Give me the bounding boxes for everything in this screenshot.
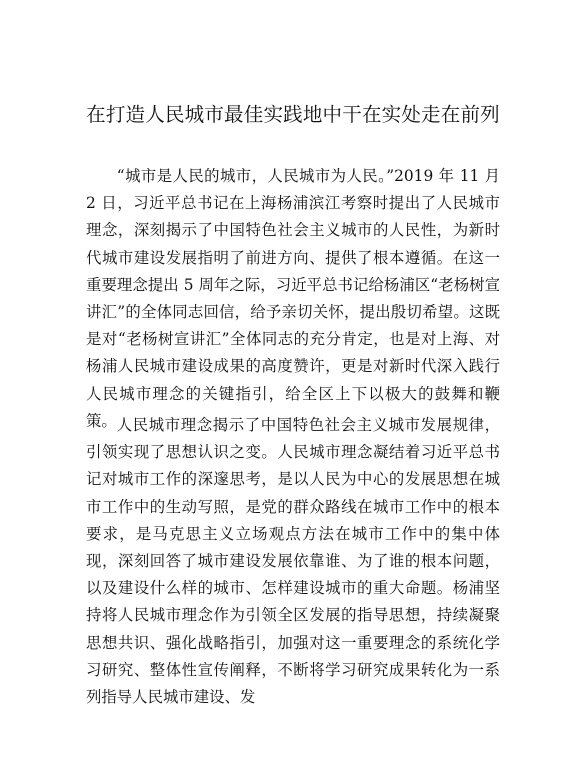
paragraph-1: “城市是人民的城市，人民城市为人民。”2019 年 11 月 2 日，习近平总书记在上海杨浦滨江考察时提出了人民城市理念，深刻揭示了中国特色社会主义城市的人民性，为新时代城市建设发展指明了前进方向、提供了根本遵循。在这一重要理念提出 5 周年之际，习近平总书记给杨浦区“老杨树宣讲汇”的全体同志回信，给予亲切关怀，提出殷切希望。这既是对“老杨树宣讲汇”全体同志的充分肯定，也是对上海、对杨浦人民城市建设成果的高度赞许，更是对新时代深入践行人民城市理念的关键指引，给全区上下以极大的鼓舞和鞭策。 — [86, 167, 500, 430]
paragraph-2: 人民城市理念揭示了中国特色社会主义城市发展规律，引领实现了思想认识之变。人民城市理念凝结着习近平总书记对城市工作的深邃思考，是以人民为中心的发展思想在城市工作中的生动写照，是党的群众路线在城市工作中的根本要求，是马克思主义立场观点方法在城市工作中的集中体现，深刻回答了城市建设发展依靠谁、为了谁的根本问题，以及建设什么样的城市、怎样建设城市的重大命题。杨浦坚持将人民城市理念作为引领全区发展的指导思想，持续凝聚思想共识、强化战略指引，加强对这一重要理念的系统化学习研究、整体性宣传阐释，不断将学习研究成果转化为一系列指导人民城市建设、发 — [86, 416, 500, 707]
document-title: 在打造人民城市最佳实践地中干在实处走在前列 — [86, 103, 500, 126]
